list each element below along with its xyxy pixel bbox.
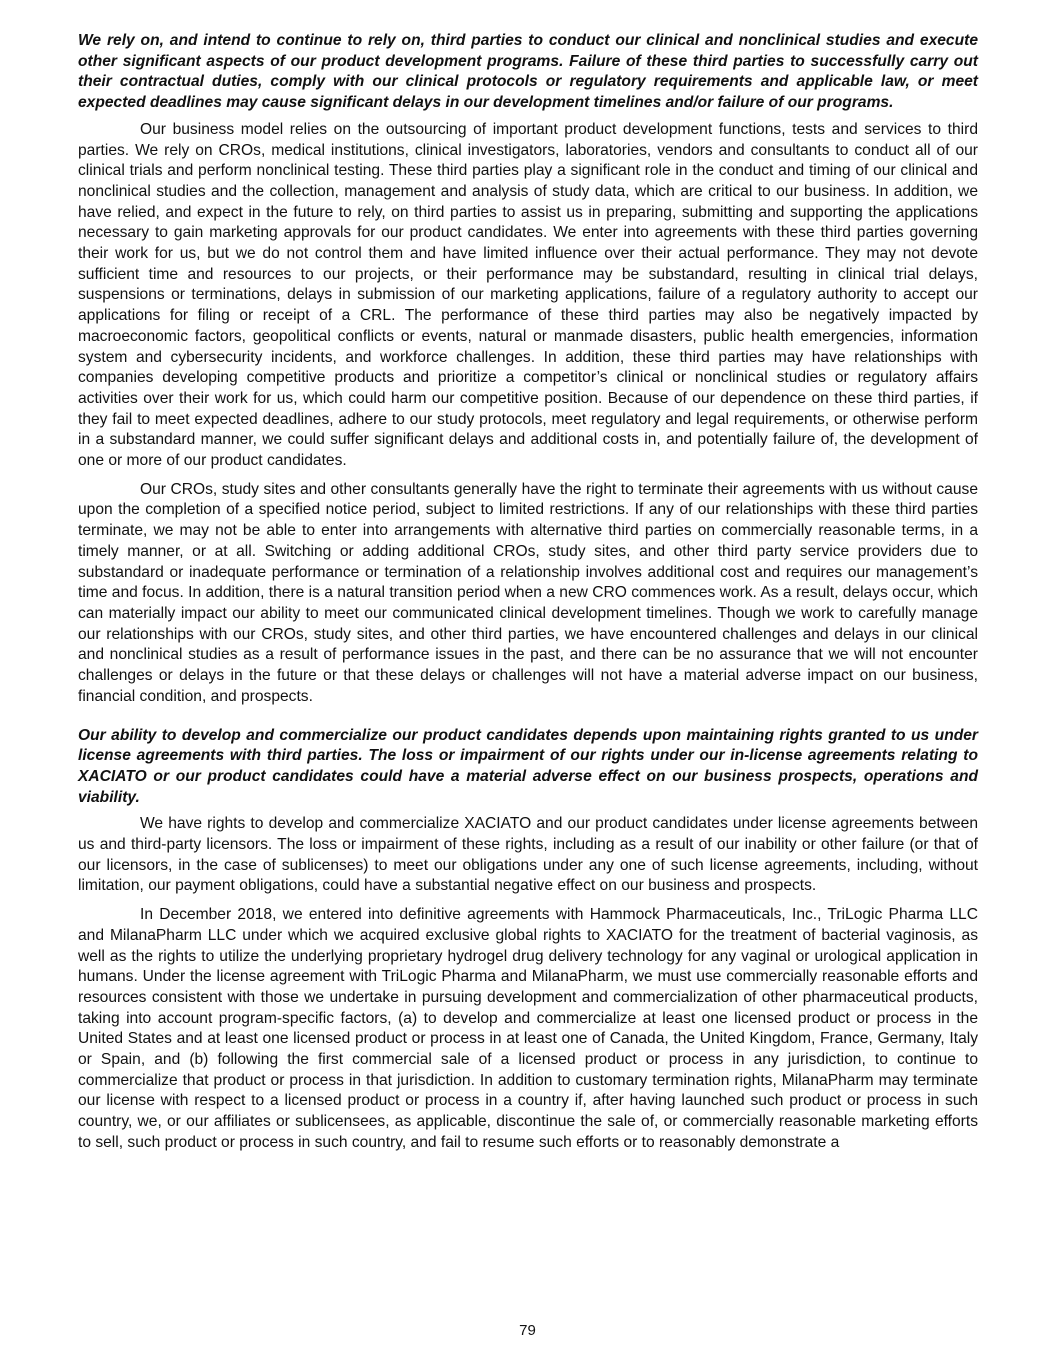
risk-factor-third-parties (78, 31, 978, 708)
page-number: 79 (519, 1322, 536, 1339)
body-paragraph: In December 2018, we entered into definitive agreements with Hammock Pharmaceuticals, Inc., TriLogic Pharma LLC and MilanaPharm LLC under which we acquired exclusive global rights to XACIATO for the treatment of bacterial vaginosis, as well as the rights to utilize the underlying proprietary hydrogel drug delivery technology for any vaginal or urological application in humans. Under the license agreement with TriLogic Pharma and MilanaPharm, we must use commercially reasonable efforts and resources consistent with those we undertake in pursuing development and commercialization of other pharmaceutical products, taking into account program-specific factors, (a) to develop and commercialize at least one licensed product or process in the United States and at least one licensed product or process in at least one of Canada, the United Kingdom, France, Germany, Italy or Spain, and (b) following the first commercial sale of a licensed product or process in any jurisdiction, to continue to commercialize that product or process in that jurisdiction. In addition to customary termination rights, MilanaPharm may terminate our license with respect to a licensed product or process in a country if, after having launched such product or process in such country, we, or our affiliates or sublicensees, as applicable, discontinue the sale of, or commercially reasonable marketing efforts to sell, such product or process in such country, and fail to resume such efforts or to reasonably demonstrate a (78, 906, 978, 1151)
body-paragraph: We have rights to develop and commercialize XACIATO and our product candidates under license agreements between us and third-party licensors. The loss or impairment of these rights, including as a result of our inability or other failure (or that of our licensors, in the case of sublicenses) to meet our obligations under any one of such license agreements, including, without limitation, our payment obligations, could have a substantial negative effect on our business and prospects. (78, 815, 978, 895)
section-heading: We rely on, and intend to continue to rely on, third parties to conduct our clinical and nonclinical studies and execute other significant aspects of our product development programs. Failure of these third parties to successfully carry out their contractual duties, comply with our clinical protocols or regulatory requirements and applicable law, or meet expected deadlines may cause significant delays in our development timelines and/or failure of our programs. (78, 32, 978, 112)
section-heading: Our ability to develop and commercialize our product candidates depends upon maintaining rights granted to us under license agreements with third parties. The loss or impairment of our rights under our in-license agreements relating to XACIATO or our product candidates could have a material adverse effect on our business prospects, operations and viability. (78, 726, 978, 806)
body-paragraph: Our CROs, study sites and other consultants generally have the right to terminate their agreements with us without cause upon the completion of a specified notice period, subject to limited restrictions. If any of our relationships with these third parties terminate, we may not be able to enter into arrangements with alternative third parties on commercially reasonable terms, in a timely manner, or at all. Switching or adding additional CROs, study sites, and other third party service providers due to substandard or inadequate performance or termination of a relationship involves additional cost and requires our management’s time and focus. In addition, there is a natural transition period when a new CRO commences work. As a result, delays occur, which can materially impact our ability to meet our communicated clinical development timelines. Though we work to carefully manage our relationships with our CROs, study sites, and other third parties, we have encountered challenges and delays in our clinical and nonclinical studies as a result of performance issues in the past, and there can be no assurance that we will not encounter challenges or delays in the future or that these delays or challenges will not have a material adverse impact on our business, financial condition, and prospects. (78, 480, 978, 705)
risk-factor-license-agreements (78, 726, 978, 1154)
body-paragraph: Our business model relies on the outsourcing of important product development functions, tests and services to third parties. We rely on CROs, medical institutions, clinical investigators, laboratories, vendors and consultants to conduct all of our clinical trials and perform nonclinical testing. These third parties play a significant role in the conduct and timing of our clinical and nonclinical studies and the collection, management and analysis of study data, which are critical to our business. In addition, we have relied, and expect in the future to rely, on third parties to assist us in preparing, submitting and supporting the applications necessary to gain marketing approvals for our product candidates. We enter into agreements with these third parties governing their work for us, but we do not control them and have limited influence over their actual performance. They may not devote sufficient time and resources to our projects, or their performance may be substandard, resulting in clinical trial delays, suspensions or terminations, delays in submission of our marketing applications, failure of a regulatory authority to accept our applications for filing or receipt of a CRL. The performance of these third parties may also be negatively impacted by macroeconomic factors, geopolitical conflicts or events, natural or manmade disasters, public health emergencies, information system and cybersecurity incidents, and workforce challenges. In addition, these third parties may have relationships with companies developing competitive products and prioritize a competitor’s clinical or nonclinical studies or regulatory affairs activities over their work for us, which could harm our competitive position. Because of our dependence on these third parties, if they fail to meet expected deadlines, adhere to our study protocols, meet regulatory and legal requirements, or otherwise perform in a substandard manner, we could suffer significant delays and additional costs in, and potentially failure of, the development of one or more of our product candidates. (78, 120, 978, 470)
document-body (78, 31, 978, 1162)
